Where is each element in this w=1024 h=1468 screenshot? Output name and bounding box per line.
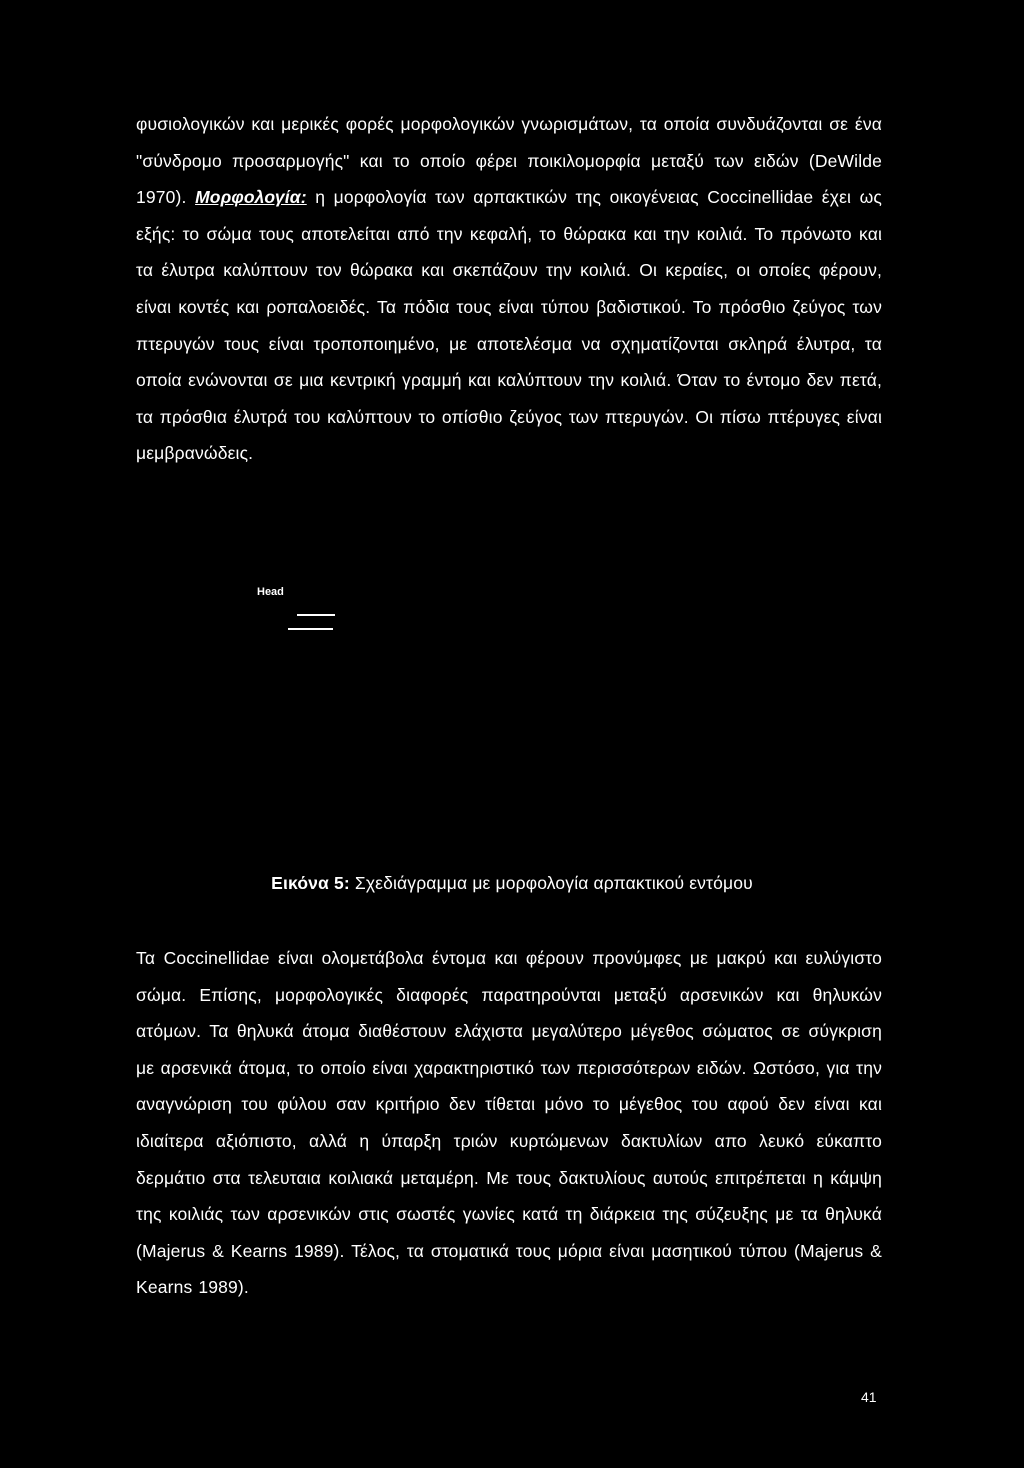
morphology-body-text: η μορφολογία των αρπακτικών της οικογένειας Coccinellidae έχει ως εξής: το σώμα τους αποτελείται από την κεφαλή, το θώρακα και την κοιλιά. Το πρόνωτο και τα έλυτρα καλύπτουν τον θώρακα και σκεπάζουν την κοιλιά. Οι κεραίες, οι οποίες φέρουν, είναι κοντές και ροπαλοειδές. Τα πόδια τους είναι τύπου βαδιστικού. Το πρόσθιο ζεύγος των πτερυγών τους είναι τροποποιημένο, με αποτελέσμα να σχηματίζονται σκληρά έλυτρα, τα οποία ενώνονται σε μια κεντρική γραμμή και καλύπτουν την κοιλιά. Όταν το έντομο δεν πετά, τα πρόσθια έλυτρά του καλύπτουν το οπίσθιο ζεύγος των πτερυγών. Οι πίσω πτέρυγες είναι μεμβρανώδεις. [136,187,882,464]
figure-caption [0,873,1024,894]
paragraph-morphology [136,106,882,472]
figure-leader-line [288,628,333,630]
figure-caption-text: Σχεδιάγραμμα με μορφολογία αρπακτικού εντόμου [349,873,753,893]
figure-caption-label: Εικόνα 5: [271,873,350,893]
morphology-heading: Μορφολογία: [195,187,307,208]
page-number: 41 [861,1389,877,1405]
paragraph-lead-text: φυσιολογικών και μερικές φορές μορφολογικών γνωρισμάτων, τα οποία συνδυάζονται σε ένα "σύνδρομο προσαρμογής" και το οποίο φέρει ποικιλομορφία μεταξύ των ειδών (DeWilde 1970). [136,114,882,208]
paragraph-sexual-dimorphism: Τα Coccinellidae είναι ολομετάβολα έντομα και φέρουν προνύμφες με μακρύ και ευλύγιστο σώμα. Επίσης, μορφολογικές διαφορές παρατηρούνται μεταξύ αρσενικών και θηλυκών ατόμων. Τα θηλυκά άτομα διαθέστουν ελάχιστα μεγαλύτερο μέγεθος σώματος σε σύγκριση με αρσενικά άτομα, το οποίο είναι χαρακτηριστικό των περισσότερων ειδών. Ωστόσο, για την αναγνώριση του φύλου σαν κριτήριο δεν τίθεται μόνο το μέγεθος του αφού δεν είναι και ιδιαίτερα αξιόπιστο, αλλά η ύπαρξη τριών κυρτώμενων δακτυλίων απο λευκό εύκαπτο δερμάτιο στα τελευταια κοιλιακά μεταμέρη. Με τους δακτυλίους αυτούς επιτρέπεται η κάμψη της κοιλιάς των αρσενικών στις σωστές γωνίες κατά τη διάρκεια της σύζευξης με τα θηλυκά (Majerus & Kearns 1989). Τέλος, τα στοματικά τους μόρια είναι μασητικού τύπου (Majerus & Kearns 1989). [136,948,882,1298]
figure-diagram [136,580,882,860]
figure-leader-line [297,614,335,616]
figure-head-label: Head [257,586,284,598]
